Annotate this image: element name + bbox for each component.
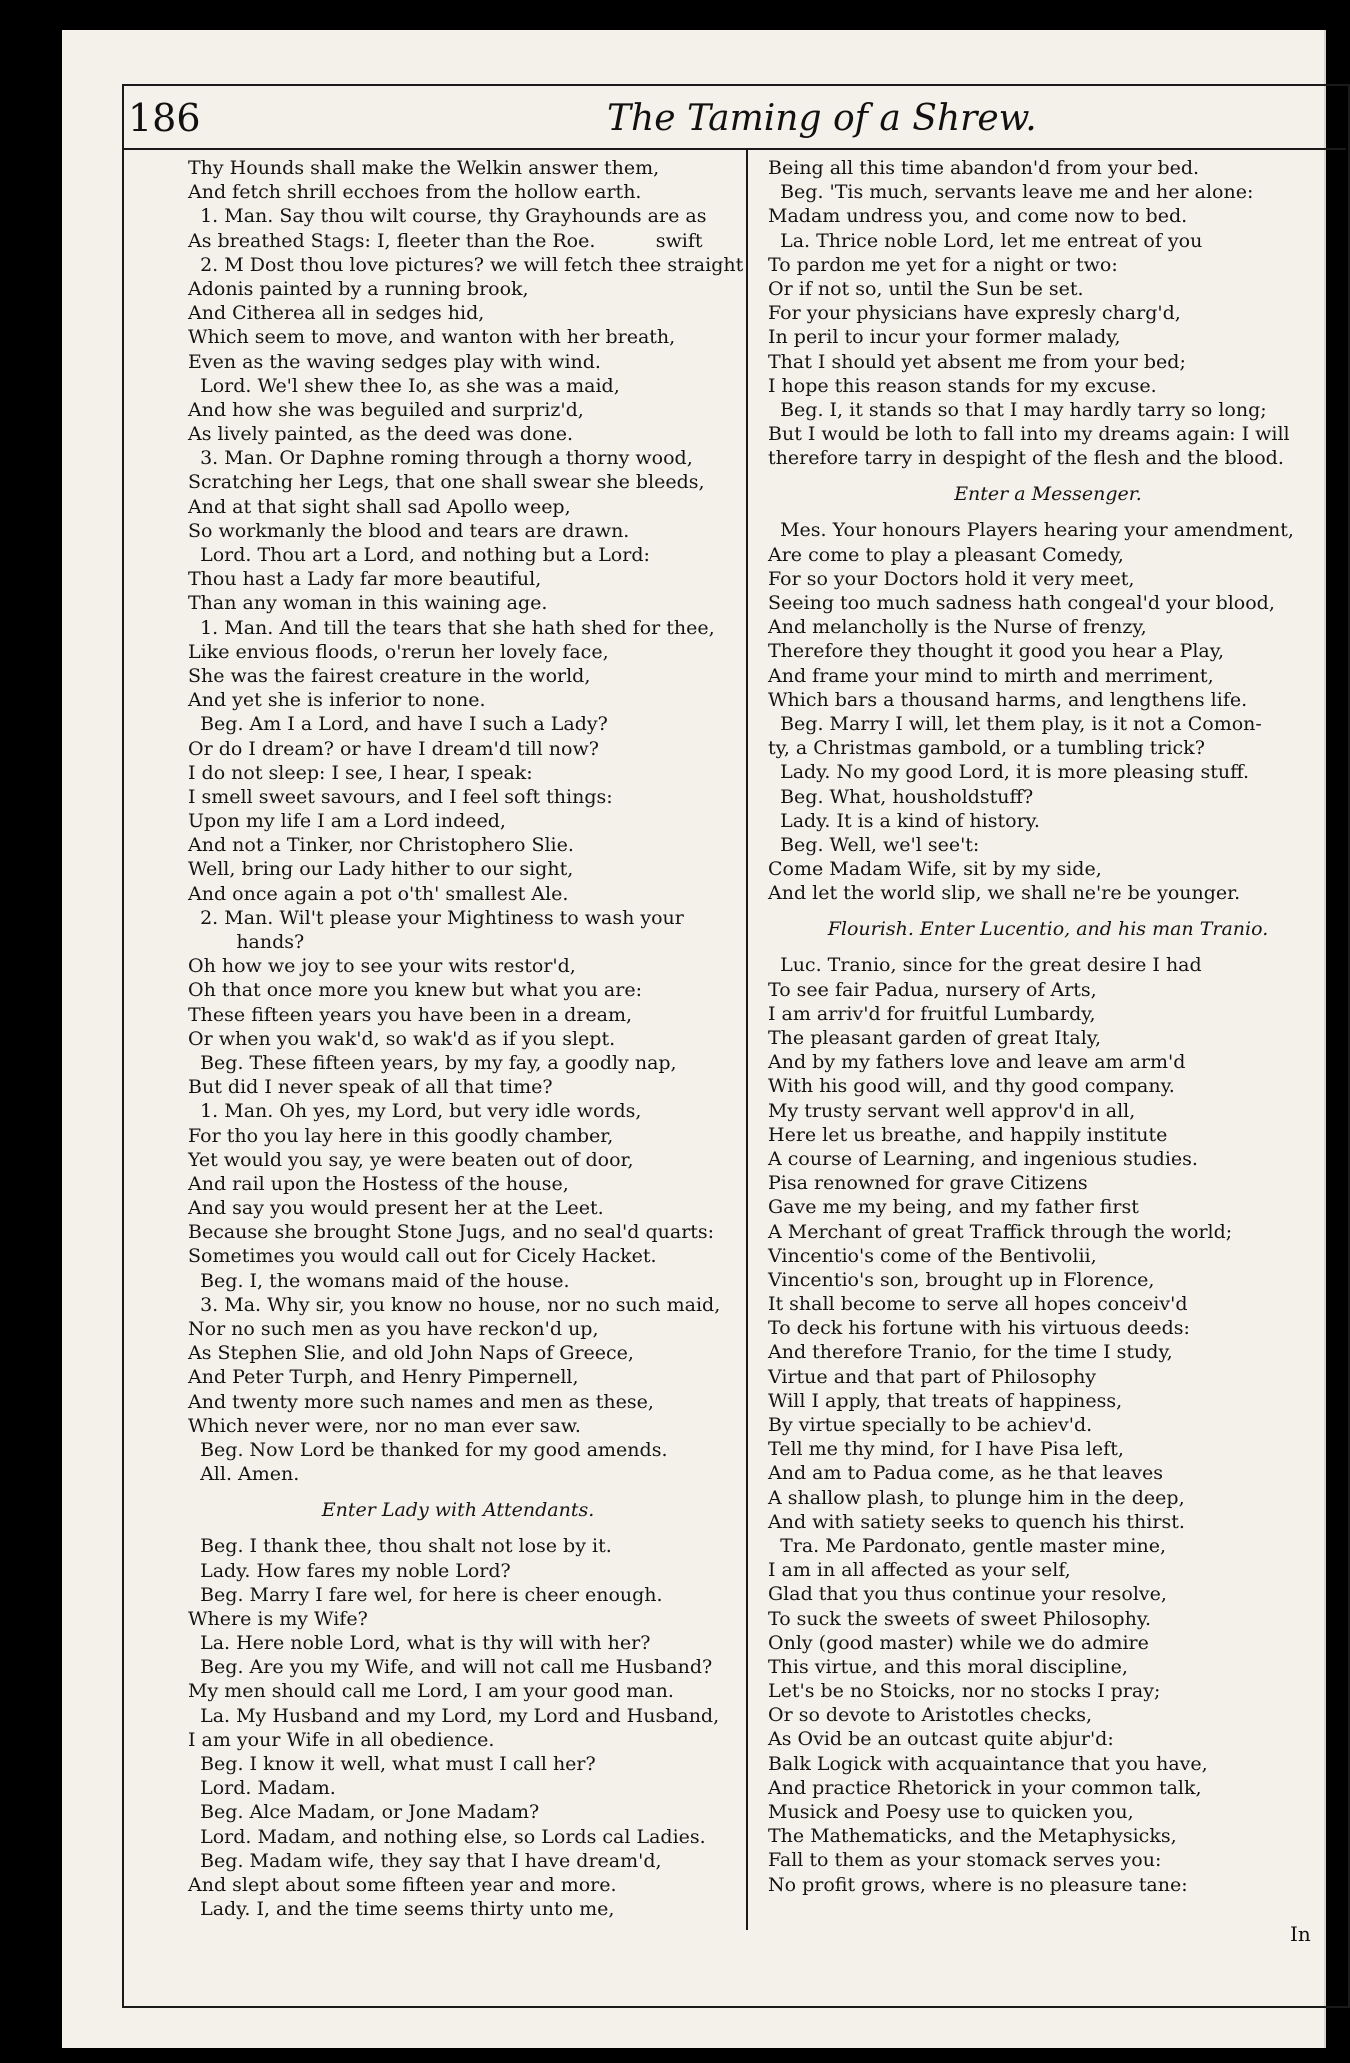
text-line: Therefore they thought it good you hear a Play, <box>768 640 1225 663</box>
text-line: And Peter Turph, and Henry Pimpernell, <box>188 1366 579 1389</box>
text-line: Only (good master) while we do admire <box>768 1631 1149 1654</box>
text-line: Beg. Now Lord be thanked for my good amends. <box>188 1438 668 1461</box>
text-line: Beg. Well, we'l see't: <box>768 833 980 856</box>
text-line: And twenty more such names and men as these, <box>188 1390 654 1413</box>
text-line: As Ovid be an outcast quite abjur'd: <box>768 1728 1114 1751</box>
text-line: That I should yet absent me from your bed; <box>768 350 1186 373</box>
text-line: Than any woman in this waining age. <box>188 592 548 615</box>
text-line: Madam undress you, and come now to bed. <box>768 205 1188 228</box>
text-line: And frame your mind to mirth and merriment, <box>768 664 1214 687</box>
text-line: Are come to play a pleasant Comedy, <box>768 543 1124 566</box>
text-line: therefore tarry in despight of the flesh and the blood. <box>768 447 1284 470</box>
text-line: I do not sleep: I see, I hear, I speak: <box>188 761 533 784</box>
text-line: Beg. Marry I fare wel, for here is cheer enough. <box>188 1583 663 1606</box>
text-line: Lord. We'l shew thee Io, as she was a maid, <box>188 374 620 397</box>
text-line: Thy Hounds shall make the Welkin answer them, <box>188 157 660 179</box>
text-line: Lady. No my good Lord, it is more pleasing stuff. <box>768 761 1249 784</box>
text-line: Vincentio's son, brought up in Florence, <box>768 1268 1155 1291</box>
text-line: 1. Man. Oh yes, my Lord, but very idle words, <box>188 1100 642 1123</box>
text-line: Musick and Poesy use to quicken you, <box>768 1801 1134 1823</box>
header-rule <box>122 148 1346 150</box>
text-line: A Merchant of great Traffick through the world; <box>768 1220 1233 1243</box>
text-line: ty, a Christmas gambold, or a tumbling trick? <box>768 737 1205 760</box>
text-line: I hope this reason stands for my excuse. <box>768 374 1157 397</box>
text-line: Beg. Am I a Lord, and have I such a Lady? <box>188 713 608 736</box>
text-line: Here let us breathe, and happily institute <box>768 1123 1168 1146</box>
left-column <box>188 156 743 1921</box>
text-line: Because she brought Stone Jugs, and no seal'd quarts: <box>188 1221 715 1244</box>
text-line: Adonis painted by a running brook, <box>188 277 529 300</box>
stage-direction: Enter a Messenger. <box>954 483 1142 506</box>
text-line: And practice Rhetorick in your common talk, <box>768 1776 1202 1799</box>
running-title: The Taming of a Shrew. <box>607 98 1037 139</box>
text-line: Beg. Are you my Wife, and will not call me Husband? <box>188 1656 713 1679</box>
text-line: Nor no such men as you have reckon'd up, <box>188 1318 599 1340</box>
text-line: La. My Husband and my Lord, my Lord and Husband, <box>188 1704 720 1727</box>
text-line: As lively painted, as the deed was done. <box>188 423 574 446</box>
text-line: With his good will, and thy good company. <box>768 1075 1175 1098</box>
text-line: And by my fathers love and leave am arm'd <box>768 1051 1186 1074</box>
text-line: All. Amen. <box>188 1463 300 1486</box>
text-line: This virtue, and this moral discipline, <box>768 1655 1128 1678</box>
text-line: And let the world slip, we shall ne're be younger. <box>768 882 1241 905</box>
text-line: My men should call me Lord, I am your good man. <box>188 1680 674 1703</box>
text-line: And am to Padua come, as he that leaves <box>768 1462 1163 1485</box>
text-line: Or if not so, until the Sun be set. <box>768 277 1084 300</box>
text-line: Beg. I thank thee, thou shalt not lose by it. <box>188 1535 612 1558</box>
text-line: And therefore Tranio, for the time I study, <box>768 1341 1173 1364</box>
text-line: hands? <box>188 931 305 953</box>
right-column <box>768 156 1328 1897</box>
text-line: 3. Ma. Why sir, you know no house, nor no such maid, <box>188 1293 721 1316</box>
text-line: As breathed Stags: I, fleeter than the Roe. swift <box>188 229 703 252</box>
text-line: Where is my Wife? <box>188 1607 368 1630</box>
text-line: 1. Man. And till the tears that she hath shed for thee, <box>188 616 715 639</box>
text-line: And say you would present her at the Leet. <box>188 1197 604 1220</box>
text-line: Tra. Me Pardonato, gentle master mine, <box>768 1534 1166 1557</box>
text-line: As Stephen Slie, and old John Naps of Greece, <box>188 1342 634 1365</box>
text-line: But I would be loth to fall into my dreams again: I will <box>768 423 1290 446</box>
text-line: Oh that once more you knew but what you are: <box>188 979 642 1002</box>
text-line: Gave me my being, and my father first <box>768 1196 1139 1219</box>
text-line: Which seem to move, and wanton with her breath, <box>188 326 676 349</box>
text-line: Vincentio's come of the Bentivolii, <box>768 1244 1097 1267</box>
text-line: And how she was beguiled and surpriz'd, <box>188 398 584 421</box>
text-line: Lady. I, and the time seems thirty unto me, <box>188 1898 615 1921</box>
text-line: Or when you wak'd, so wak'd as if you slept. <box>188 1027 616 1050</box>
text-line: She was the fairest creature in the world, <box>188 664 591 687</box>
text-line: And with satiety seeks to quench his thirst. <box>768 1510 1185 1533</box>
text-line: And slept about some fifteen year and more. <box>188 1873 617 1896</box>
text-line: And at that sight shall sad Apollo weep, <box>188 495 571 518</box>
text-line: Glad that you thus continue your resolve, <box>768 1583 1167 1606</box>
text-line: Which bars a thousand harms, and lengthens life. <box>768 688 1248 711</box>
text-line: By virtue specially to be achiev'd. <box>768 1414 1093 1436</box>
stage-direction: Enter Lady with Attendants. <box>321 1499 595 1522</box>
text-line: Will I apply, that treats of happiness, <box>768 1389 1123 1412</box>
text-line: 2. Man. Wil't please your Mightiness to wash your <box>188 906 684 929</box>
text-line: To pardon me yet for a night or two: <box>768 253 1118 276</box>
text-line: Beg. I know it well, what must I call her? <box>188 1753 596 1775</box>
text-line: La. Thrice noble Lord, let me entreat of you <box>768 229 1203 252</box>
text-line: And Citherea all in sedges hid, <box>188 302 485 325</box>
text-line: My trusty servant well approv'd in all, <box>768 1099 1136 1122</box>
text-line: To deck his fortune with his virtuous deeds: <box>768 1317 1190 1340</box>
text-line: Upon my life I am a Lord indeed, <box>188 810 506 833</box>
text-line: Lord. Thou art a Lord, and nothing but a Lord: <box>188 544 650 566</box>
text-line: So workmanly the blood and tears are drawn. <box>188 519 630 542</box>
text-line: And once again a pot o'th' smallest Ale. <box>188 882 569 905</box>
text-line: Luc. Tranio, since for the great desire I had <box>768 954 1202 977</box>
text-line: Scratching her Legs, that one shall swear she bleeds, <box>188 471 705 494</box>
text-line: Lady. How fares my noble Lord? <box>188 1559 511 1582</box>
text-line: Lord. Madam, and nothing else, so Lords cal Ladies. <box>188 1825 706 1848</box>
text-line: Thou hast a Lady far more beautiful, <box>188 568 542 591</box>
text-line: 1. Man. Say thou wilt course, thy Grayhounds are as <box>188 205 707 228</box>
text-line: Let's be no Stoicks, nor no stocks I pray; <box>768 1680 1161 1703</box>
text-line: Beg. Marry I will, let them play, is it not a Comon- <box>768 712 1262 735</box>
text-line: No profit grows, where is no pleasure tane: <box>768 1873 1188 1896</box>
text-line: Beg. These fifteen years, by my fay, a goodly nap, <box>188 1051 677 1074</box>
text-line: 3. Man. Or Daphne roming through a thorny wood, <box>188 447 693 470</box>
book-page <box>62 30 1326 2048</box>
text-line: A course of Learning, and ingenious studies. <box>768 1147 1198 1170</box>
text-line: And not a Tinker, nor Christophero Slie. <box>188 834 574 857</box>
text-line: Virtue and that part of Philosophy <box>768 1365 1097 1388</box>
text-line: And yet she is inferior to none. <box>188 689 486 712</box>
text-line: And melancholly is the Nurse of frenzy, <box>768 616 1147 639</box>
text-line: And fetch shrill ecchoes from the hollow earth. <box>188 181 642 204</box>
text-line: Sometimes you would call out for Cicely Hacket. <box>188 1245 657 1268</box>
text-line: Mes. Your honours Players hearing your amendment, <box>768 519 1294 542</box>
text-line: Seeing too much sadness hath congeal'd your blood, <box>768 592 1275 614</box>
text-line: Beg. Madam wife, they say that I have dream'd, <box>188 1849 662 1872</box>
text-line: Balk Logick with acquaintance that you have, <box>768 1752 1208 1775</box>
text-line: Beg. Alce Madam, or Jone Madam? <box>188 1801 540 1824</box>
text-line: I am arriv'd for fruitful Lumbardy, <box>768 1002 1096 1025</box>
stage-direction: Flourish. Enter Lucentio, and his man Tranio. <box>827 918 1269 941</box>
text-line: Lord. Madam. <box>188 1777 336 1800</box>
text-line: Yet would you say, ye were beaten out of door, <box>188 1148 634 1171</box>
text-line: For tho you lay here in this goodly chamber, <box>188 1124 614 1147</box>
text-line: 2. M Dost thou love pictures? we will fetch thee straight <box>188 253 744 276</box>
text-line: Well, bring our Lady hither to our sight, <box>188 858 574 881</box>
text-line: And rail upon the Hostess of the house, <box>188 1172 569 1195</box>
text-line: A shallow plash, to plunge him in the deep, <box>768 1486 1185 1509</box>
text-line: I am in all affected as your self, <box>768 1559 1071 1582</box>
text-line: Beg. What, housholdstuff? <box>768 785 1034 808</box>
text-line: It shall become to serve all hopes conceiv'd <box>768 1293 1188 1316</box>
text-line: These fifteen years you have been in a dream, <box>188 1003 633 1026</box>
text-line: Or do I dream? or have I dream'd till now? <box>188 737 599 760</box>
text-line: Beg. 'Tis much, servants leave me and her alone: <box>768 181 1254 204</box>
text-line: Beg. I, it stands so that I may hardly tarry so long; <box>768 398 1267 421</box>
text-line: Oh how we joy to see your wits restor'd, <box>188 955 576 978</box>
text-line: In peril to incur your former malady, <box>768 326 1121 349</box>
text-line: Being all this time abandon'd from your bed. <box>768 157 1200 179</box>
text-line: But did I never speak of all that time? <box>188 1076 553 1099</box>
text-line: For your physicians have expresly charg'd, <box>768 302 1181 325</box>
text-line: I smell sweet savours, and I feel soft things: <box>188 785 613 808</box>
text-line: Even as the waving sedges play with wind. <box>188 350 601 373</box>
text-line: Come Madam Wife, sit by my side, <box>768 858 1102 881</box>
text-line: Lady. It is a kind of history. <box>768 809 1040 832</box>
text-line: The Mathematicks, and the Metaphysicks, <box>768 1825 1177 1848</box>
catchword: In <box>1290 1922 1311 1946</box>
text-line: Tell me thy mind, for I have Pisa left, <box>768 1438 1124 1461</box>
text-line: Fall to them as your stomack serves you: <box>768 1849 1162 1872</box>
text-line: I am your Wife in all obedience. <box>188 1728 495 1751</box>
text-line: Like envious floods, o'rerun her lovely face, <box>188 640 609 663</box>
text-line: Beg. I, the womans maid of the house. <box>188 1269 570 1292</box>
text-line: La. Here noble Lord, what is thy will with her? <box>188 1632 651 1655</box>
page-number: 186 <box>128 96 201 140</box>
column-divider <box>746 150 748 1930</box>
text-line: Pisa renowned for grave Citizens <box>768 1172 1088 1195</box>
text-line: Or so devote to Aristotles checks, <box>768 1704 1093 1727</box>
text-line: The pleasant garden of great Italy, <box>768 1027 1102 1049</box>
text-line: For so your Doctors hold it very meet, <box>768 567 1135 590</box>
text-line: To see fair Padua, nursery of Arts, <box>768 978 1097 1001</box>
text-line: Which never were, nor no man ever saw. <box>188 1414 581 1437</box>
text-line: To suck the sweets of sweet Philosophy. <box>768 1607 1152 1630</box>
